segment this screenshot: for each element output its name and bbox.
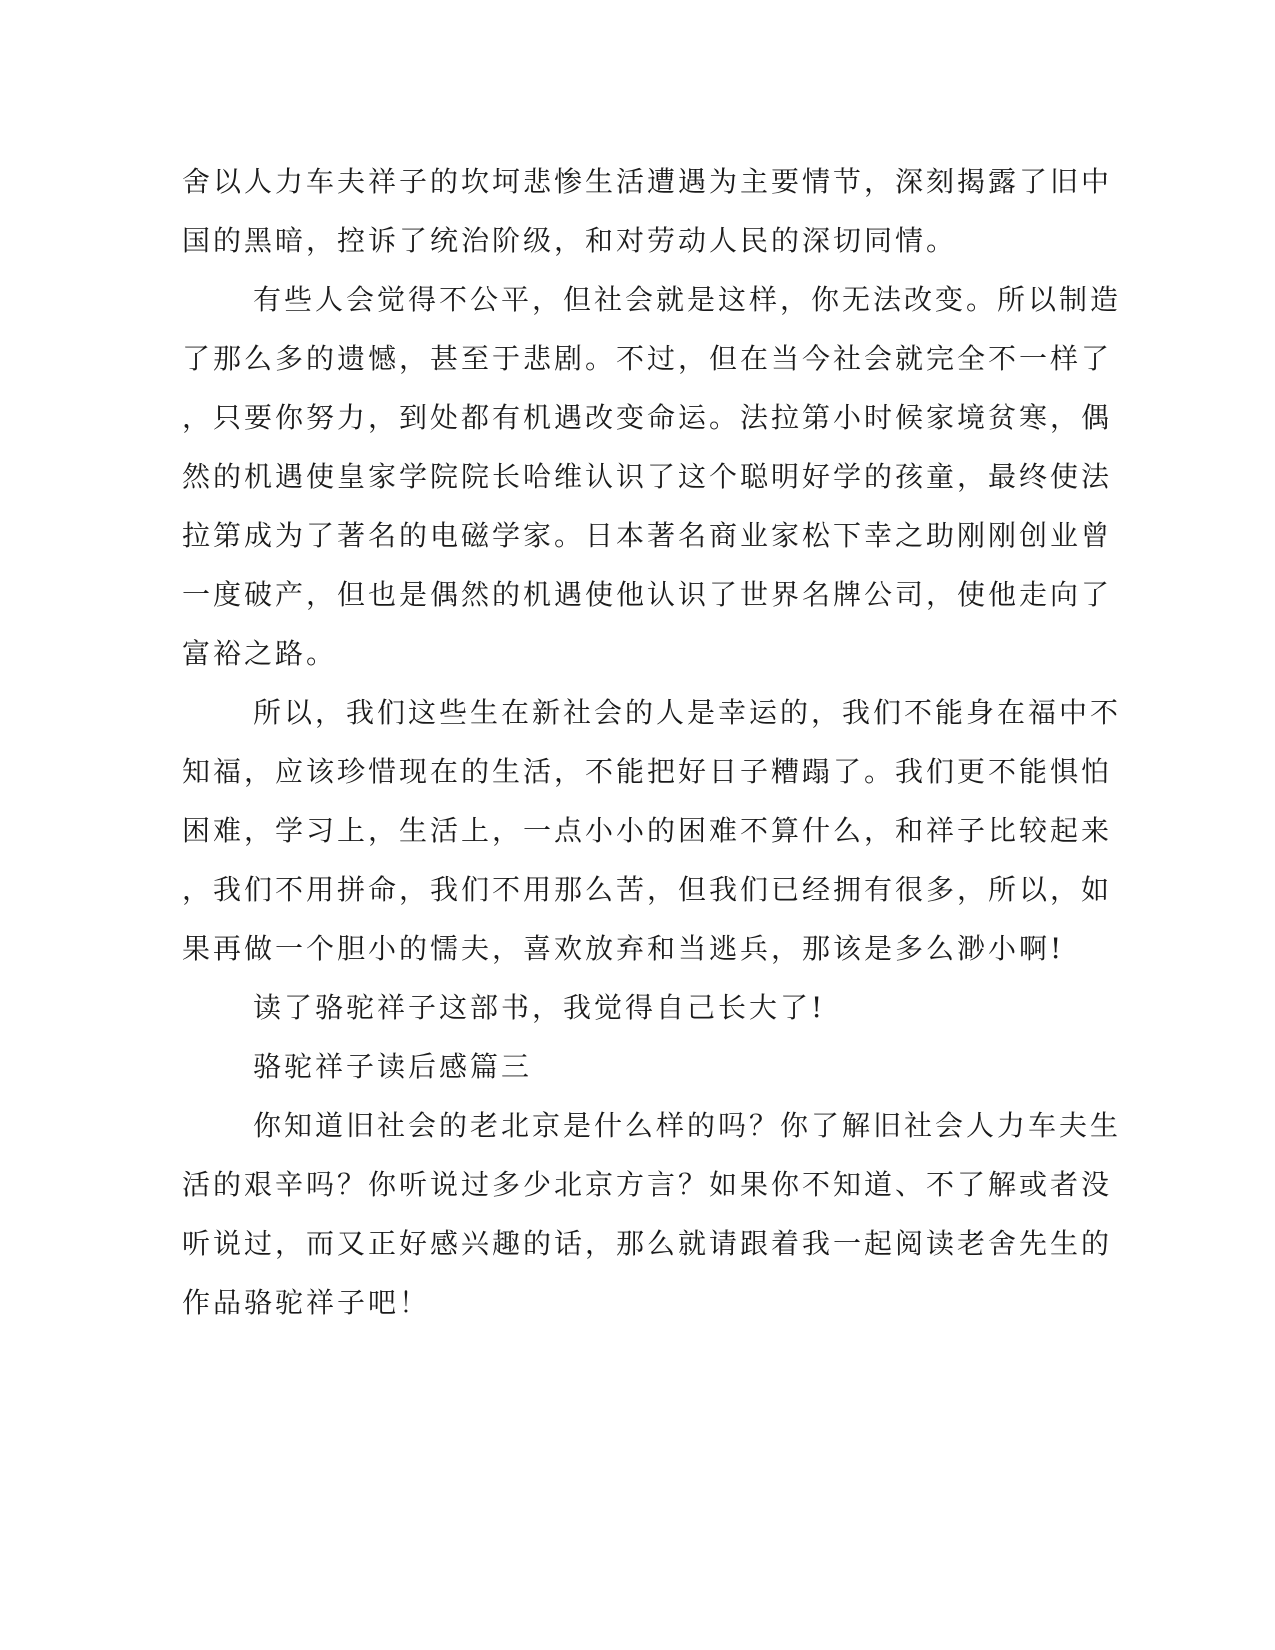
body-text <box>182 152 1122 1332</box>
text-line: 了那么多的遗憾，甚至于悲剧。不过，但在当今社会就完全不一样了 <box>182 342 1113 375</box>
text-line: 活的艰辛吗？你听说过多少北京方言？如果你不知道、不了解或者没 <box>182 1168 1113 1201</box>
text-line: 所以，我们这些生在新社会的人是幸运的，我们不能身在福中不 <box>253 696 1122 729</box>
text-line: ，我们不用拼命，我们不用那么苦，但我们已经拥有很多，所以，如 <box>182 873 1113 906</box>
text-line: 国的黑暗，控诉了统治阶级，和对劳动人民的深切同情。 <box>182 224 958 257</box>
text-line: 富裕之路。 <box>182 637 338 670</box>
text-line: 读了骆驼祥子这部书，我觉得自己长大了! <box>253 991 826 1024</box>
section-heading: 骆驼祥子读后感篇三 <box>253 1050 533 1083</box>
text-line: 有些人会觉得不公平，但社会就是这样，你无法改变。所以制造 <box>253 283 1122 316</box>
text-line: 作品骆驼祥子吧！ <box>182 1286 431 1319</box>
text-line: 拉第成为了著名的电磁学家。日本著名商业家松下幸之助刚刚创业曾 <box>182 519 1113 552</box>
text-line: 困难，学习上，生活上，一点小小的困难不算什么，和祥子比较起来 <box>182 814 1113 847</box>
text-line: 一度破产，但也是偶然的机遇使他认识了世界名牌公司，使他走向了 <box>182 578 1113 611</box>
text-line: 舍以人力车夫祥子的坎坷悲惨生活遭遇为主要情节，深刻揭露了旧中 <box>182 165 1113 198</box>
text-line: 知福，应该珍惜现在的生活，不能把好日子糟蹋了。我们更不能惧怕 <box>182 755 1113 788</box>
text-line: 你知道旧社会的老北京是什么样的吗？你了解旧社会人力车夫生 <box>253 1109 1122 1142</box>
text-line: 果再做一个胆小的懦夫，喜欢放弃和当逃兵，那该是多么渺小啊! <box>182 932 1065 965</box>
text-line: 听说过，而又正好感兴趣的话，那么就请跟着我一起阅读老舍先生的 <box>182 1227 1113 1260</box>
text-line: 然的机遇使皇家学院院长哈维认识了这个聪明好学的孩童，最终使法 <box>182 460 1113 493</box>
text-line: ，只要你努力，到处都有机遇改变命运。法拉第小时候家境贫寒，偶 <box>182 401 1113 434</box>
